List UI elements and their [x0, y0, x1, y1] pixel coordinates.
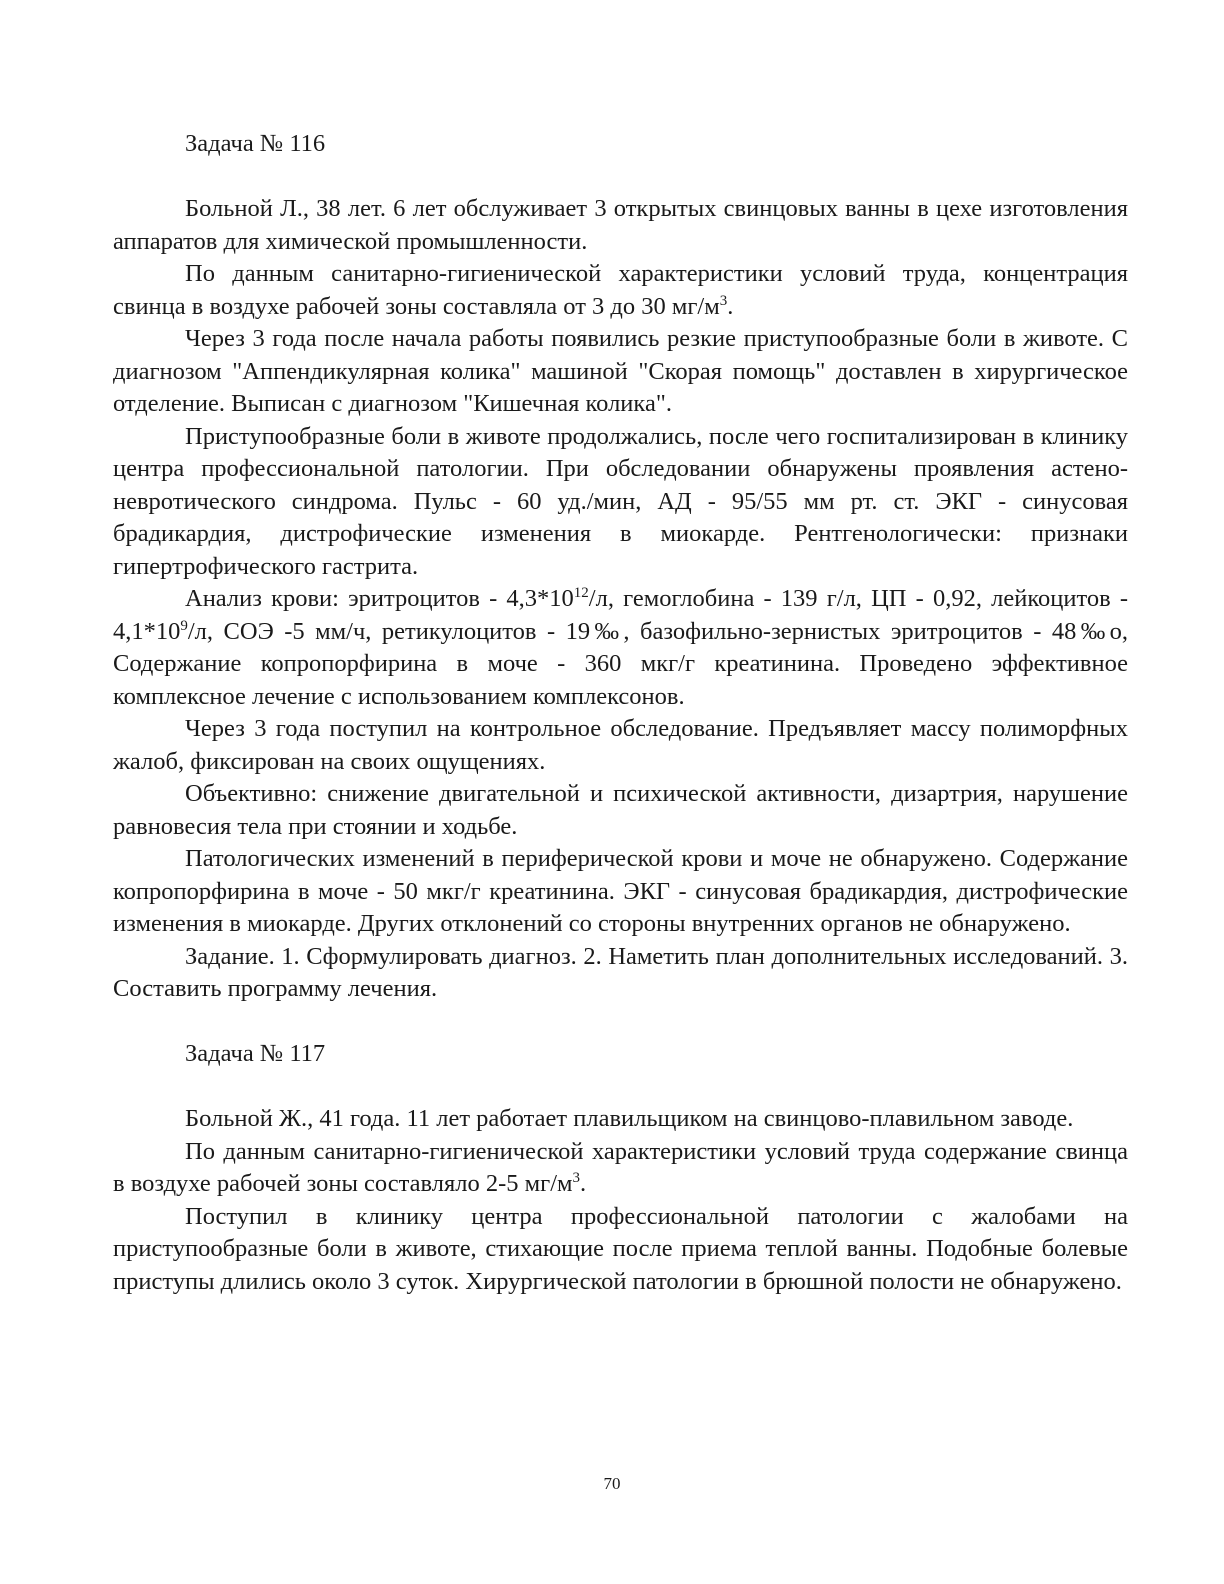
blood-test-text-a: Анализ крови: эритроцитов - 4,3*10 [185, 585, 574, 612]
task-116-title: Задача № 116 [185, 130, 326, 157]
exponent-superscript: 9 [180, 617, 188, 634]
spacer [113, 1071, 1128, 1104]
task-116-paragraph-blood-test [113, 583, 1128, 713]
unit-superscript: 3 [719, 292, 728, 309]
task-117-paragraph-admission: Поступил в клинику центра профессиональной патологии с жалобами на приступообразные боли в животе, стихающие после приема теплой ванны. Подобные болевые приступы длились около 3 суток. Хирургической патологии в брюшной полости не обнаружено. [113, 1202, 1128, 1295]
document-page [113, 128, 1128, 1298]
task-116-paragraph-patient: Больной Л., 38 лет. 6 лет обслуживает 3 открытых свинцовых ванны в цехе изготовления аппаратов для химической промышленности. [113, 195, 1128, 255]
task-117-paragraph-patient: Больной Ж., 41 года. 11 лет работает плавильщиком на свинцово-плавильном заводе. [185, 1105, 1074, 1132]
page-number: 70 [603, 1474, 621, 1493]
task-117-title: Задача № 117 [185, 1040, 326, 1067]
exponent-superscript: 12 [573, 584, 589, 601]
unit-superscript: 3 [572, 1169, 581, 1186]
blood-test-text-b: /л, гемоглобина - 139 г/л, ЦП - 0,92, лейкоцитов - 4,1*10 [113, 585, 1128, 645]
task-116-paragraph-findings: Патологических изменений в периферической крови и моче не обнаружено. Содержание копропорфирина в моче - 50 мкг/г креатинина. ЭКГ - синусовая брадикардия, дистрофические изменения в миокарде. Других отклонений со стороны внутренних органов не обнаружено. [113, 845, 1128, 937]
task-116-paragraph-objective: Объективно: снижение двигательной и психической активности, дизартрия, нарушение равновесия тела при стоянии и ходьбе. [113, 780, 1128, 840]
spacer [113, 1006, 1128, 1039]
spacer [113, 161, 1128, 194]
task-116-paragraph-onset: Через 3 года после начала работы появились резкие приступообразные боли в животе. С диагнозом "Аппендикулярная колика" машиной "Скорая помощь" доставлен в хирургическое отделение. Выписан с диагнозом "Кишечная колика". [113, 325, 1128, 417]
task-116-paragraph-followup: Через 3 года поступил на контрольное обследование. Предъявляет массу полиморфных жалоб, фиксирован на своих ощущениях. [113, 715, 1128, 775]
task-117-paragraph-conditions [113, 1136, 1128, 1201]
conditions-end: . [580, 1170, 587, 1197]
conditions-text: По данным санитарно-гигиенической характеристики условий труда содержание свинца в воздухе рабочей зоны составляло 2-5 мг/м [113, 1137, 1128, 1197]
task-116-paragraph-hospitalization: Приступообразные боли в животе продолжались, после чего госпитализирован в клинику центра профессиональной патологии. При обследовании обнаружены проявления астено-невротического синдрома. Пульс - 60 уд./мин, АД - 95/55 мм рт. ст. ЭКГ - синусовая брадикардия, дистрофические изменения в миокарде. Рентгенологически: признаки гипертрофического гастрита. [113, 422, 1128, 580]
conditions-text: По данным санитарно-гигиенической характеристики условий труда, концентрация свинца в воздухе рабочей зоны составляла от 3 до 30 мг/м [113, 260, 1128, 320]
blood-test-text-c: /л, СОЭ -5 мм/ч, ретикулоцитов - 19‰, базофильно-зернистых эритроцитов - 48‰о, Содержание копропорфирина в моче - 360 мкг/г креатинина. Проведено эффективное комплексное лечение с использованием комплексонов. [113, 617, 1128, 710]
conditions-end: . [727, 292, 734, 320]
task-116-paragraph-assignment: Задание. 1. Сформулировать диагноз. 2. Наметить план дополнительных исследований. 3. Составить программу лечения. [113, 942, 1128, 1002]
task-116-paragraph-conditions [113, 258, 1128, 323]
